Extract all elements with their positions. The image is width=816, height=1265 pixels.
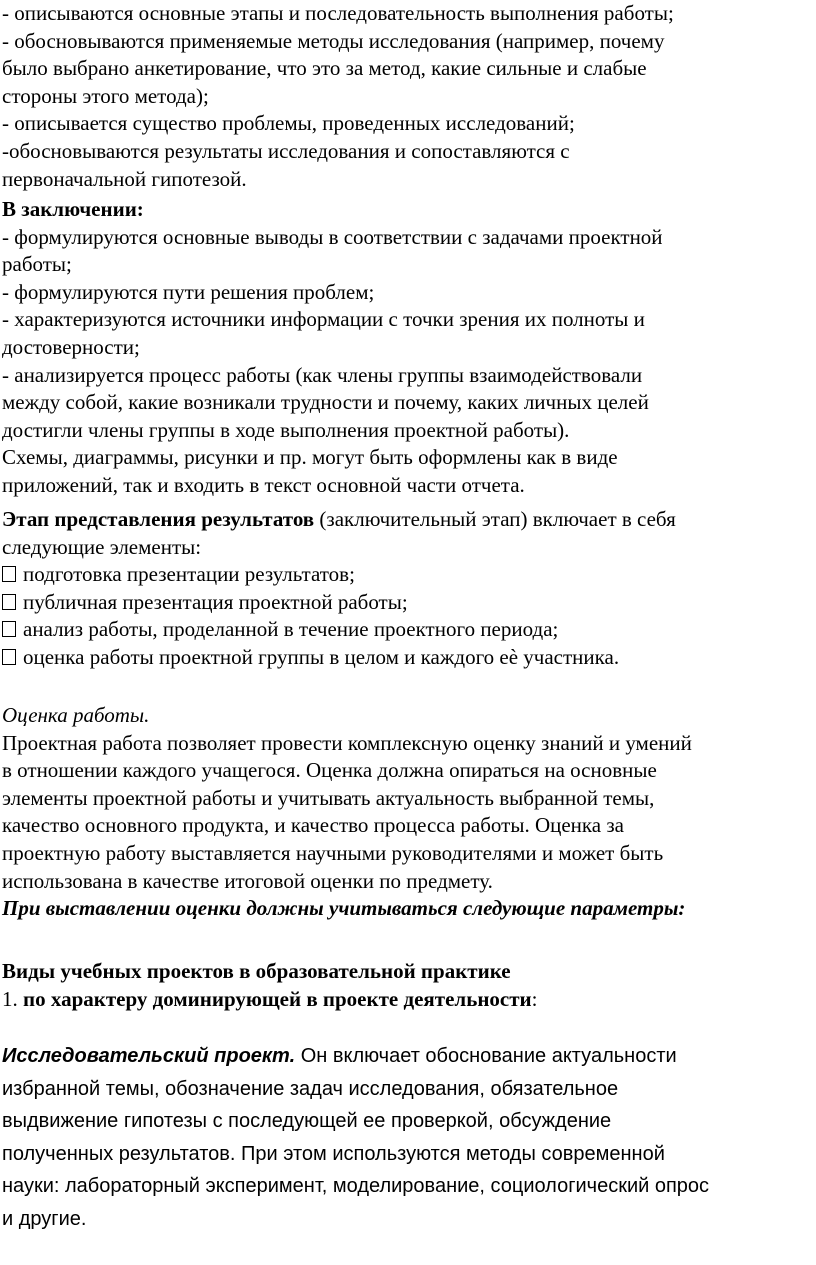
text-line: и другие.	[2, 1207, 87, 1230]
text-line: между собой, какие возникали трудности и почему, каких личных целей	[2, 390, 649, 415]
research-project-section	[2, 1040, 814, 1235]
text-line: работы;	[2, 252, 72, 277]
text-line: приложений, так и входить в текст основной части отчета.	[2, 472, 525, 497]
list-item-text: публичная презентация проектной работы;	[23, 589, 408, 614]
stage-intro-rest: (заключительный этап) включает в себя	[314, 507, 676, 531]
text-line: в отношении каждого учащегося. Оценка должна опираться на основные	[2, 758, 657, 783]
results-stage-section	[2, 506, 814, 672]
evaluation-section	[2, 702, 814, 923]
text-line: следующие элементы:	[2, 534, 202, 559]
text-line: выдвижение гипотезы с последующей ее проверкой, обсуждение	[2, 1110, 612, 1132]
text-line: было выбрано анкетирование, что это за метод, какие сильные и слабые	[2, 56, 647, 81]
stage-heading: Этап представления результатов	[2, 507, 315, 531]
text-line: - формулируются пути решения проблем;	[2, 279, 375, 304]
checkbox-square-icon	[2, 649, 16, 665]
text-line: стороны этого метода);	[2, 83, 209, 108]
checkbox-square-icon	[2, 566, 16, 582]
list-item	[2, 616, 814, 644]
research-heading: Исследовательский проект.	[2, 1045, 296, 1067]
text-line: первоначальной гипотезой.	[2, 166, 247, 191]
conclusion-section	[2, 196, 814, 500]
item-colon: :	[531, 986, 538, 1011]
text-line: достоверности;	[2, 334, 140, 359]
text-line: -обосновываются результаты исследования и сопоставляются с	[2, 138, 570, 163]
types-heading: Виды учебных проектов в образовательной практике	[2, 959, 511, 983]
item-number: 1.	[2, 986, 18, 1011]
text-line: Схемы, диаграммы, рисунки и пр. могут быть оформлены как в виде	[2, 445, 618, 470]
list-item	[2, 561, 814, 589]
methods-list	[2, 0, 814, 193]
list-item-text: подготовка презентации результатов;	[23, 562, 355, 587]
item-text: по характеру доминирующей в проекте деятельности	[23, 986, 532, 1011]
text-line: Проектная работа позволяет провести комплексную оценку знаний и умений	[2, 730, 692, 755]
evaluation-heading: Оценка работы.	[2, 703, 150, 727]
stage-intro	[2, 506, 814, 534]
text-line: элементы проектной работы и учитывать актуальность выбранной темы,	[2, 785, 655, 810]
list-item-text: анализ работы, проделанной в течение проектного периода;	[23, 617, 559, 642]
text-line: - характеризуются источники информации с точки зрения их полноты и	[2, 307, 645, 332]
evaluation-params: При выставлении оценки должны учитываться следующие параметры:	[2, 896, 686, 921]
text-line: проектную работу выставляется научными руководителями и может быть	[2, 840, 664, 865]
text-line: полученных результатов. При этом используются методы современной	[2, 1142, 665, 1165]
text-line: - формулируются основные выводы в соответствии с задачами проектной	[2, 224, 663, 249]
list-item	[2, 589, 814, 617]
text-line: избранной темы, обозначение задач исследования, обязательное	[2, 1077, 619, 1100]
text-line: использована в качестве итоговой оценки по предмету.	[2, 868, 493, 893]
text-line: науки: лабораторный эксперимент, моделирование, социологический опрос	[2, 1175, 710, 1197]
text-line: - обосновываются применяемые методы исследования (например, почему	[2, 28, 665, 53]
text-line: - описывается существо проблемы, проведенных исследований;	[2, 111, 575, 136]
text-line: - описываются основные этапы и последовательность выполнения работы;	[2, 1, 674, 25]
text-line: - анализируется процесс работы (как члены группы взаимодействовали	[2, 362, 643, 387]
types-item	[2, 986, 814, 1014]
text-line: качество основного продукта, и качество процесса работы. Оценка за	[2, 813, 624, 838]
checkbox-square-icon	[2, 621, 16, 637]
research-first-line	[2, 1040, 814, 1073]
checkbox-square-icon	[2, 594, 16, 610]
research-first-rest: Он включает обоснование актуальности	[295, 1045, 677, 1067]
project-types-section	[2, 958, 814, 1013]
list-item-text: оценка работы проектной группы в целом и каждого еѐ участника.	[23, 644, 620, 669]
list-item	[2, 644, 814, 672]
conclusion-heading: В заключении:	[2, 197, 144, 221]
text-line: достигли члены группы в ходе выполнения проектной работы).	[2, 417, 570, 442]
